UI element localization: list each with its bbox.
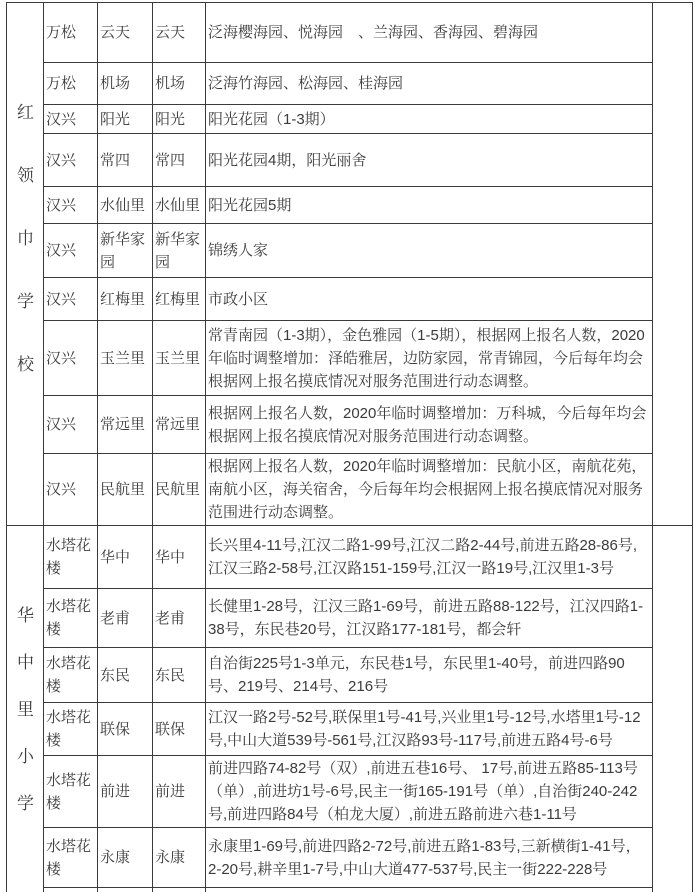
community-cell: 老甫 [98,589,153,648]
street-cell: 水塔花楼 [44,648,98,703]
street-cell: 汉兴 [44,187,98,224]
table-row [7,648,693,703]
street-cell: 水塔花楼 [44,756,98,828]
school-name-vertical-text: 红领巾学校 [14,103,33,418]
service-area-cell: 泛海樱海园、悦海园 、兰海园、香海园、碧海园 [206,3,653,63]
street-cell: 万松 [44,63,98,105]
service-area-cell: 阳光花园4期，阳光丽舍 [206,134,653,187]
community-cell: 新华家园 [98,224,153,278]
service-area-cell: 江汉一路2号-52号,联保里1号-41号,兴业里1号-12号,水塔里1号-12号,中山大道539号-561号,江汉路93号-117号,前进五路4号-6号 [206,703,653,756]
community-cell-2: 华中 [153,526,206,589]
street-cell: 汉兴 [44,321,98,396]
service-area-cell: 阳光花园（1-3期） [206,105,653,134]
service-area-cell: 市政小区 [206,278,653,321]
street-cell: 汉兴 [44,454,98,526]
partial-row [7,888,693,892]
street-cell: 汉兴 [44,396,98,454]
table-row [7,63,693,105]
street-cell: 万松 [44,3,98,63]
table-row [7,756,693,828]
service-area-cell: 根据网上报名人数，2020年临时调整增加：民航小区，南航花苑，南航小区，海关宿舍，今后每年均会根据网上报名摸底情况对服务范围进行动态调整。 [206,454,653,526]
community-cell-2: 常四 [153,134,206,187]
community-cell-2: 云天 [153,3,206,63]
school-name-cell [7,526,44,892]
community-cell: 水仙里 [98,187,153,224]
service-area-cell: 锦绣人家 [206,224,653,278]
community-cell: 永康 [98,828,153,888]
table-row [7,703,693,756]
street-cell: 水塔花楼 [44,703,98,756]
empty-cell [98,888,153,892]
community-cell-2: 水仙里 [153,187,206,224]
community-cell: 联保 [98,703,153,756]
street-cell: 汉兴 [44,224,98,278]
community-cell: 常远里 [98,396,153,454]
service-area-cell: 阳光花园5期 [206,187,653,224]
street-cell: 水塔花楼 [44,828,98,888]
community-cell: 前进 [98,756,153,828]
community-cell-2: 新华家园 [153,224,206,278]
community-cell: 玉兰里 [98,321,153,396]
community-cell: 阳光 [98,105,153,134]
service-area-cell: 永康里1-69号,前进四路2-72号,前进五路1-83号,三新横街1-41号，2-20号,耕辛里1-7号,中山大道477-537号,民主一街222-228号 [206,828,653,888]
community-cell-2: 玉兰里 [153,321,206,396]
table-row [7,396,693,454]
community-cell-2: 永康 [153,828,206,888]
community-cell: 红梅里 [98,278,153,321]
community-cell: 云天 [98,3,153,63]
table-row [7,526,693,589]
community-cell-2: 机场 [153,63,206,105]
empty-cell [44,888,98,892]
school-name-cell [7,3,44,526]
community-cell: 华中 [98,526,153,589]
community-cell-2: 常远里 [153,396,206,454]
table-row [7,187,693,224]
table-row [7,3,693,63]
street-cell: 汉兴 [44,278,98,321]
service-area-cell: 常青南园（1-3期），金色雅园（1-5期），根据网上报名人数，2020年临时调整增加：泽皓雅居，边防家园，常青锦园，今后每年均会根据网上报名摸底情况对服务范围进行动态调整。 [206,321,653,396]
community-cell-2: 老甫 [153,589,206,648]
community-cell-2: 前进 [153,756,206,828]
school-name-vertical-text: 华中里小学 [14,605,33,841]
table-row [7,589,693,648]
table-row [7,454,693,526]
service-area-cell: 自治街225号1-3单元，东民巷1号，东民里1-40号，前进四路90号、219号、214号、216号 [206,648,653,703]
table-row [7,224,693,278]
service-area-cell: 长兴里4-11号,江汉二路1-99号,江汉二路2-44号,前进五路28-86号,江汉三路2-58号,江汉路151-159号,江汉一路19号,江汉里1-3号 [206,526,653,589]
street-cell: 汉兴 [44,105,98,134]
table-row [7,278,693,321]
community-cell-2: 联保 [153,703,206,756]
service-area-cell: 前进四路74-82号（双）,前进五巷16号、 17号,前进五路85-113号（单）,前进坊1号-6号,民主一街165-191号（单）,自治街240-242号,前进四路84号（柏龙大厦）,前进五路前进六巷1-11号 [206,756,653,828]
spare-column-cell [653,526,693,892]
table-row [7,828,693,888]
service-area-cell: 泛海竹海园、松海园、桂海园 [206,63,653,105]
table-row [7,105,693,134]
community-cell-2: 民航里 [153,454,206,526]
street-cell: 水塔花楼 [44,589,98,648]
service-area-cell: 根据网上报名人数，2020年临时调整增加：万科城，今后每年均会根据网上报名摸底情况对服务范围进行动态调整。 [206,396,653,454]
empty-cell [153,888,206,892]
community-cell: 东民 [98,648,153,703]
community-cell-2: 红梅里 [153,278,206,321]
empty-cell [206,888,653,892]
street-cell: 汉兴 [44,134,98,187]
school-district-table [6,2,693,892]
spare-column-cell [653,3,693,526]
community-cell: 民航里 [98,454,153,526]
service-area-cell: 长健里1-28号，江汉三路1-69号，前进五路88-122号，江汉四路1-38号，东民巷20号，江汉路177-181号，都会轩 [206,589,653,648]
community-cell-2: 东民 [153,648,206,703]
table-row [7,321,693,396]
table-row [7,134,693,187]
community-cell: 常四 [98,134,153,187]
street-cell: 水塔花楼 [44,526,98,589]
community-cell: 机场 [98,63,153,105]
community-cell-2: 阳光 [153,105,206,134]
